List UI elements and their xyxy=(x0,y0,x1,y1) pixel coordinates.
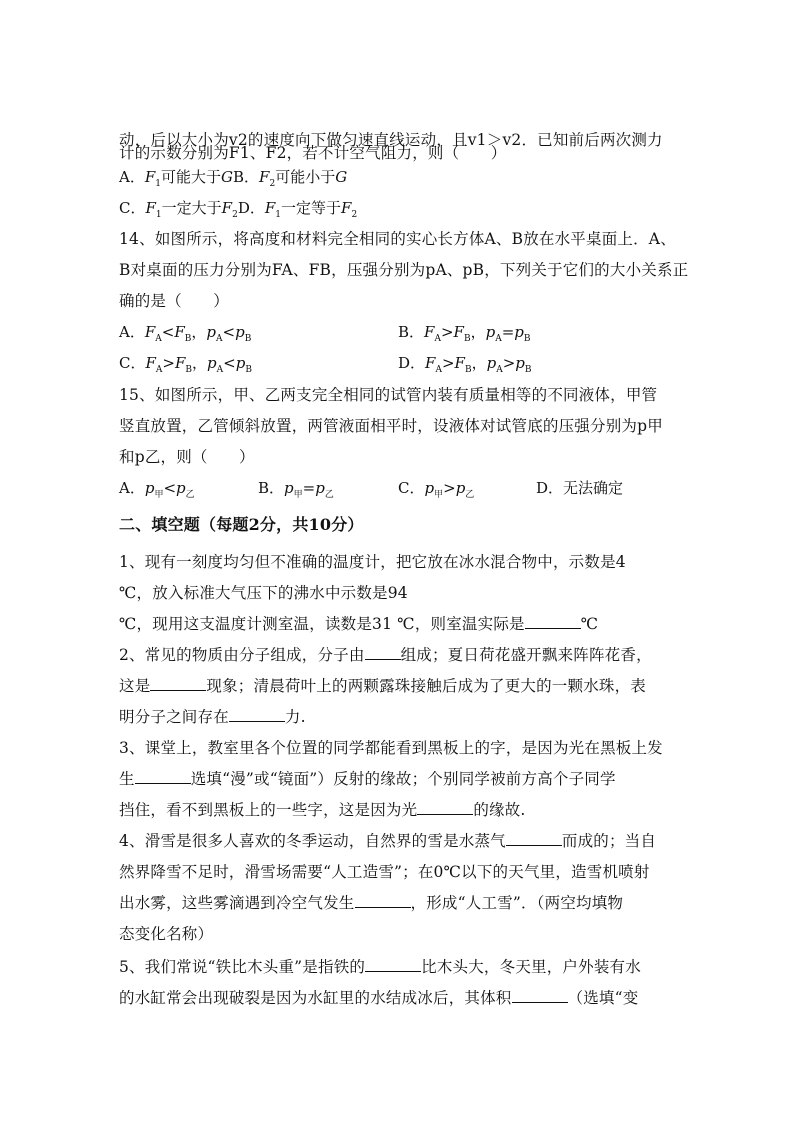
q13-option-a-label: A． xyxy=(119,168,145,186)
q15-option-c xyxy=(398,477,474,500)
q15-c-p: p xyxy=(424,479,435,497)
q14-b-p2: p xyxy=(514,323,524,341)
q14-a-f: F xyxy=(144,323,156,341)
f4-line-4: 态变化名称） xyxy=(119,925,214,943)
q15-c-p2: p xyxy=(455,479,466,497)
f5-line-1-text-b: 比木头大，冬天里，户外装有水 xyxy=(421,958,641,976)
section-2-title: 二、填空题（每题2分，共10分） xyxy=(119,515,364,534)
f2-line-3 xyxy=(119,705,306,727)
f4-line-1-text-b: 而成的；当自 xyxy=(561,832,657,850)
q15-c-sub-jia: 甲 xyxy=(434,490,444,500)
q15-c-sub-yi: 乙 xyxy=(465,490,475,500)
f2-line-1 xyxy=(119,643,652,665)
f1-line-3-text: ℃，现用这支温度计测室温，读数是31 ℃，则室温实际是 xyxy=(119,615,525,633)
q13-option-d-label: D． xyxy=(237,199,265,217)
q15-b-p2: p xyxy=(315,479,325,497)
f3-line-3-text-b: 的缘故. xyxy=(473,801,526,819)
q14-a-sep: ， xyxy=(191,323,207,341)
f5-line-1-text-a: 5、我们常说“铁比木头重”是指铁的 xyxy=(119,958,366,976)
q13-options-row-2 xyxy=(119,197,357,220)
f1-line-3 xyxy=(119,612,598,634)
q14-c-sub-a: A xyxy=(155,365,163,375)
q13-option-d-subscript: 1 xyxy=(275,210,281,220)
q14-d-psub-a: A xyxy=(496,365,503,375)
q14-d-sub-a: A xyxy=(435,365,442,375)
f2-line-3-text-a: 明分子之间存在 xyxy=(119,708,229,726)
f2-line-3-text-b: 力. xyxy=(284,708,306,726)
q14-option-b xyxy=(398,321,531,344)
q14-c-p2: p xyxy=(235,354,246,372)
q14-d-p2: p xyxy=(515,354,525,372)
q13-option-d-text: 一定等于 xyxy=(281,199,342,217)
q13-option-a-symbol-g: G xyxy=(221,168,233,186)
q14-d-sub-b: B xyxy=(464,365,472,375)
f5-line-2-text-a: 的水缸常会出现破裂是因为水缸里的水结成冰后，其体积 xyxy=(119,989,512,1007)
q14-c-sub-b: B xyxy=(185,365,193,375)
q14-a-rel1: < xyxy=(161,323,175,341)
f4-line-1-text-a: 4、滑雪是很多人喜欢的冬季运动，自然界的雪是水蒸气 xyxy=(119,832,506,850)
q14-a-sub-a: A xyxy=(155,334,162,344)
q13-options-row-1 xyxy=(119,166,347,189)
f5-line-1 xyxy=(119,955,641,977)
q13-line-1: 动，后以大小为v2的速度向下做匀速直线运动，且v1＞v2．已知前后两次测力 xyxy=(119,131,663,149)
q14-d-f2: F xyxy=(454,354,465,372)
q14-c-f2: F xyxy=(174,354,186,372)
f1-line-3-unit: ℃ xyxy=(580,615,599,633)
q14-c-sep: ， xyxy=(192,354,208,372)
q15-b-rel: = xyxy=(302,479,316,497)
f5-blank-2 xyxy=(512,988,568,1003)
q15-b-p: p xyxy=(284,479,294,497)
f2-line-1-text-a: 2、常见的物质由分子组成，分子由 xyxy=(119,646,365,664)
f2-blank-2 xyxy=(150,676,206,691)
q13-option-c-label: C． xyxy=(119,199,146,217)
q15-a-sub-jia: 甲 xyxy=(154,490,164,500)
f4-line-1 xyxy=(119,829,656,851)
f1-blank xyxy=(525,614,581,629)
q13-option-b-symbol: F xyxy=(259,168,270,186)
f2-line-2-text-a: 这是 xyxy=(119,677,151,695)
q14-c-psub-b: B xyxy=(245,365,252,375)
f4-line-3-text-a: 出水雾，这些雾滴遇到冷空气发生 xyxy=(119,894,355,912)
q15-a-p2: p xyxy=(176,479,186,497)
q14-c-p: p xyxy=(207,354,217,372)
q15-line-1: 15、如图所示，甲、乙两支完全相同的试管内装有质量相等的不同液体，甲管 xyxy=(119,386,658,404)
q14-b-p: p xyxy=(485,323,496,341)
q14-a-rel2: < xyxy=(222,323,236,341)
q14-a-sub-b: B xyxy=(184,334,192,344)
q14-d-rel1: > xyxy=(441,354,455,372)
q14-b-rel1: > xyxy=(440,323,454,341)
q13-option-d-symbol: F xyxy=(264,199,276,217)
q14-line-3: 确的是（ ） xyxy=(119,292,229,310)
q14-d-f: F xyxy=(425,354,436,372)
q15-line-2: 竖直放置，乙管倾斜放置，两管液面相平时，设液体对试管底的压强分别为p甲 xyxy=(119,417,663,435)
q14-b-sub-b: B xyxy=(463,334,471,344)
f4-blank-1 xyxy=(506,831,562,846)
q15-option-a-label: A． xyxy=(119,479,145,497)
f3-line-2 xyxy=(119,767,616,789)
q14-b-f2: F xyxy=(453,323,464,341)
q14-option-a-label: A． xyxy=(119,323,145,341)
q14-c-rel1: > xyxy=(162,354,175,372)
q14-c-rel2: < xyxy=(223,354,236,372)
q14-d-p: p xyxy=(486,354,497,372)
q14-c-f: F xyxy=(145,354,156,372)
q13-line-2-visible xyxy=(119,141,506,163)
f2-blank-1 xyxy=(365,645,401,660)
q13-option-c-text: 一定大于 xyxy=(161,199,222,217)
f2-line-2 xyxy=(119,674,646,696)
q14-d-sep: ， xyxy=(471,354,487,372)
q13-line-2-text: 计的示数分别为F1、F2，若不计空气阻力，则（ ） xyxy=(119,144,507,162)
q14-line-2: B对桌面的压力分别为FA、FB，压强分别为pA、pB，下列关于它们的大小关系正 xyxy=(119,261,689,279)
q14-option-d xyxy=(398,352,532,375)
f3-line-3 xyxy=(119,798,526,820)
q15-c-rel: > xyxy=(443,479,456,497)
q14-a-psub-a: A xyxy=(216,334,223,344)
q15-a-rel: < xyxy=(163,479,177,497)
q15-line-3: 和p乙，则（ ） xyxy=(119,448,255,466)
f3-blank-2 xyxy=(417,800,473,815)
q14-option-c xyxy=(119,352,252,375)
f5-line-2 xyxy=(119,986,638,1008)
q13-option-b-text: 可能小于 xyxy=(275,168,336,186)
f5-blank-1 xyxy=(365,957,421,972)
q14-b-rel2: = xyxy=(501,323,515,341)
q15-option-c-label: C． xyxy=(398,479,425,497)
q15-option-a xyxy=(119,477,195,500)
q14-b-sep: ， xyxy=(470,323,486,341)
f5-line-2-text-b: （选填“变 xyxy=(567,989,639,1007)
q13-option-d-symbol-2: F xyxy=(341,199,352,217)
f3-line-1: 3、课堂上，教室里各个位置的同学都能看到黑板上的字，是因为光在黑板上发 xyxy=(119,739,663,757)
f1-line-2: ℃，放入标准大气压下的沸水中示数是94 xyxy=(119,584,408,602)
f2-blank-3 xyxy=(229,707,285,722)
q14-line-1: 14、如图所示，将高度和材料完全相同的实心长方体A、B放在水平桌面上．A、 xyxy=(119,230,676,248)
q14-b-psub-b: B xyxy=(523,334,531,344)
q15-option-b xyxy=(258,477,334,500)
q13-option-c-symbol-2: F xyxy=(221,199,233,217)
q14-a-psub-b: B xyxy=(244,334,252,344)
q15-b-sub-jia: 甲 xyxy=(293,490,303,500)
q14-option-a xyxy=(119,321,251,344)
q13-option-d-subscript-2: 2 xyxy=(351,210,358,220)
q14-b-sub-a: A xyxy=(434,334,441,344)
q13-option-a-text: 可能大于 xyxy=(161,168,222,186)
q15-option-b-label: B． xyxy=(258,479,285,497)
f4-line-3 xyxy=(119,891,623,913)
q14-option-b-label: B． xyxy=(398,323,425,341)
q15-a-p: p xyxy=(144,479,155,497)
q14-d-rel2: > xyxy=(502,354,516,372)
q13-option-a-subscript: 1 xyxy=(155,179,161,189)
f3-line-2-text-b: 选填“漫”或“镜面”）反射的缘故；个别同学被前方高个子同学 xyxy=(190,770,616,788)
f4-blank-2 xyxy=(355,893,411,908)
f1-line-1: 1、现有一刻度均匀但不准确的温度计，把它放在冰水混合物中，示数是4 xyxy=(119,553,626,571)
f3-line-2-text-a: 生 xyxy=(119,770,135,788)
q14-option-c-label: C． xyxy=(119,354,146,372)
q13-option-c-symbol: F xyxy=(145,199,156,217)
f3-blank-1 xyxy=(135,769,191,784)
q13-option-a-symbol: F xyxy=(144,168,156,186)
q13-option-c-subscript: 1 xyxy=(155,210,162,220)
q14-b-f: F xyxy=(424,323,435,341)
q14-c-psub-a: A xyxy=(216,365,224,375)
q14-d-psub-b: B xyxy=(524,365,532,375)
q13-option-b-symbol-g: G xyxy=(335,168,348,186)
q13-option-b-subscript: 2 xyxy=(269,179,276,189)
q15-a-sub-yi: 乙 xyxy=(185,490,195,500)
f2-line-2-text-b: 现象；清晨荷叶上的两颗露珠接触后成为了更大的一颗水珠，表 xyxy=(206,677,647,695)
q13-option-b-label: B． xyxy=(233,168,260,186)
q14-a-p2: p xyxy=(235,323,245,341)
q14-option-d-label: D． xyxy=(398,354,426,372)
f3-line-3-text-a: 挡住，看不到黑板上的一些字，这是因为光 xyxy=(119,801,418,819)
f2-line-1-text-b: 组成；夏日荷花盛开飘来阵阵花香， xyxy=(400,646,652,664)
f4-line-3-text-b: ，形成“人工雪”．（两空均填物 xyxy=(410,894,624,912)
q15-b-sub-yi: 乙 xyxy=(324,490,334,500)
q14-a-f2: F xyxy=(174,323,185,341)
q13-option-c-subscript-2: 2 xyxy=(232,210,238,220)
q15-option-d: D．无法确定 xyxy=(536,479,624,497)
q14-b-psub-a: A xyxy=(495,334,502,344)
q14-a-p: p xyxy=(206,323,217,341)
f4-line-2: 然界降雪不足时，滑雪场需要“人工造雪”；在0℃以下的天气里，造雪机喷射 xyxy=(119,863,650,881)
